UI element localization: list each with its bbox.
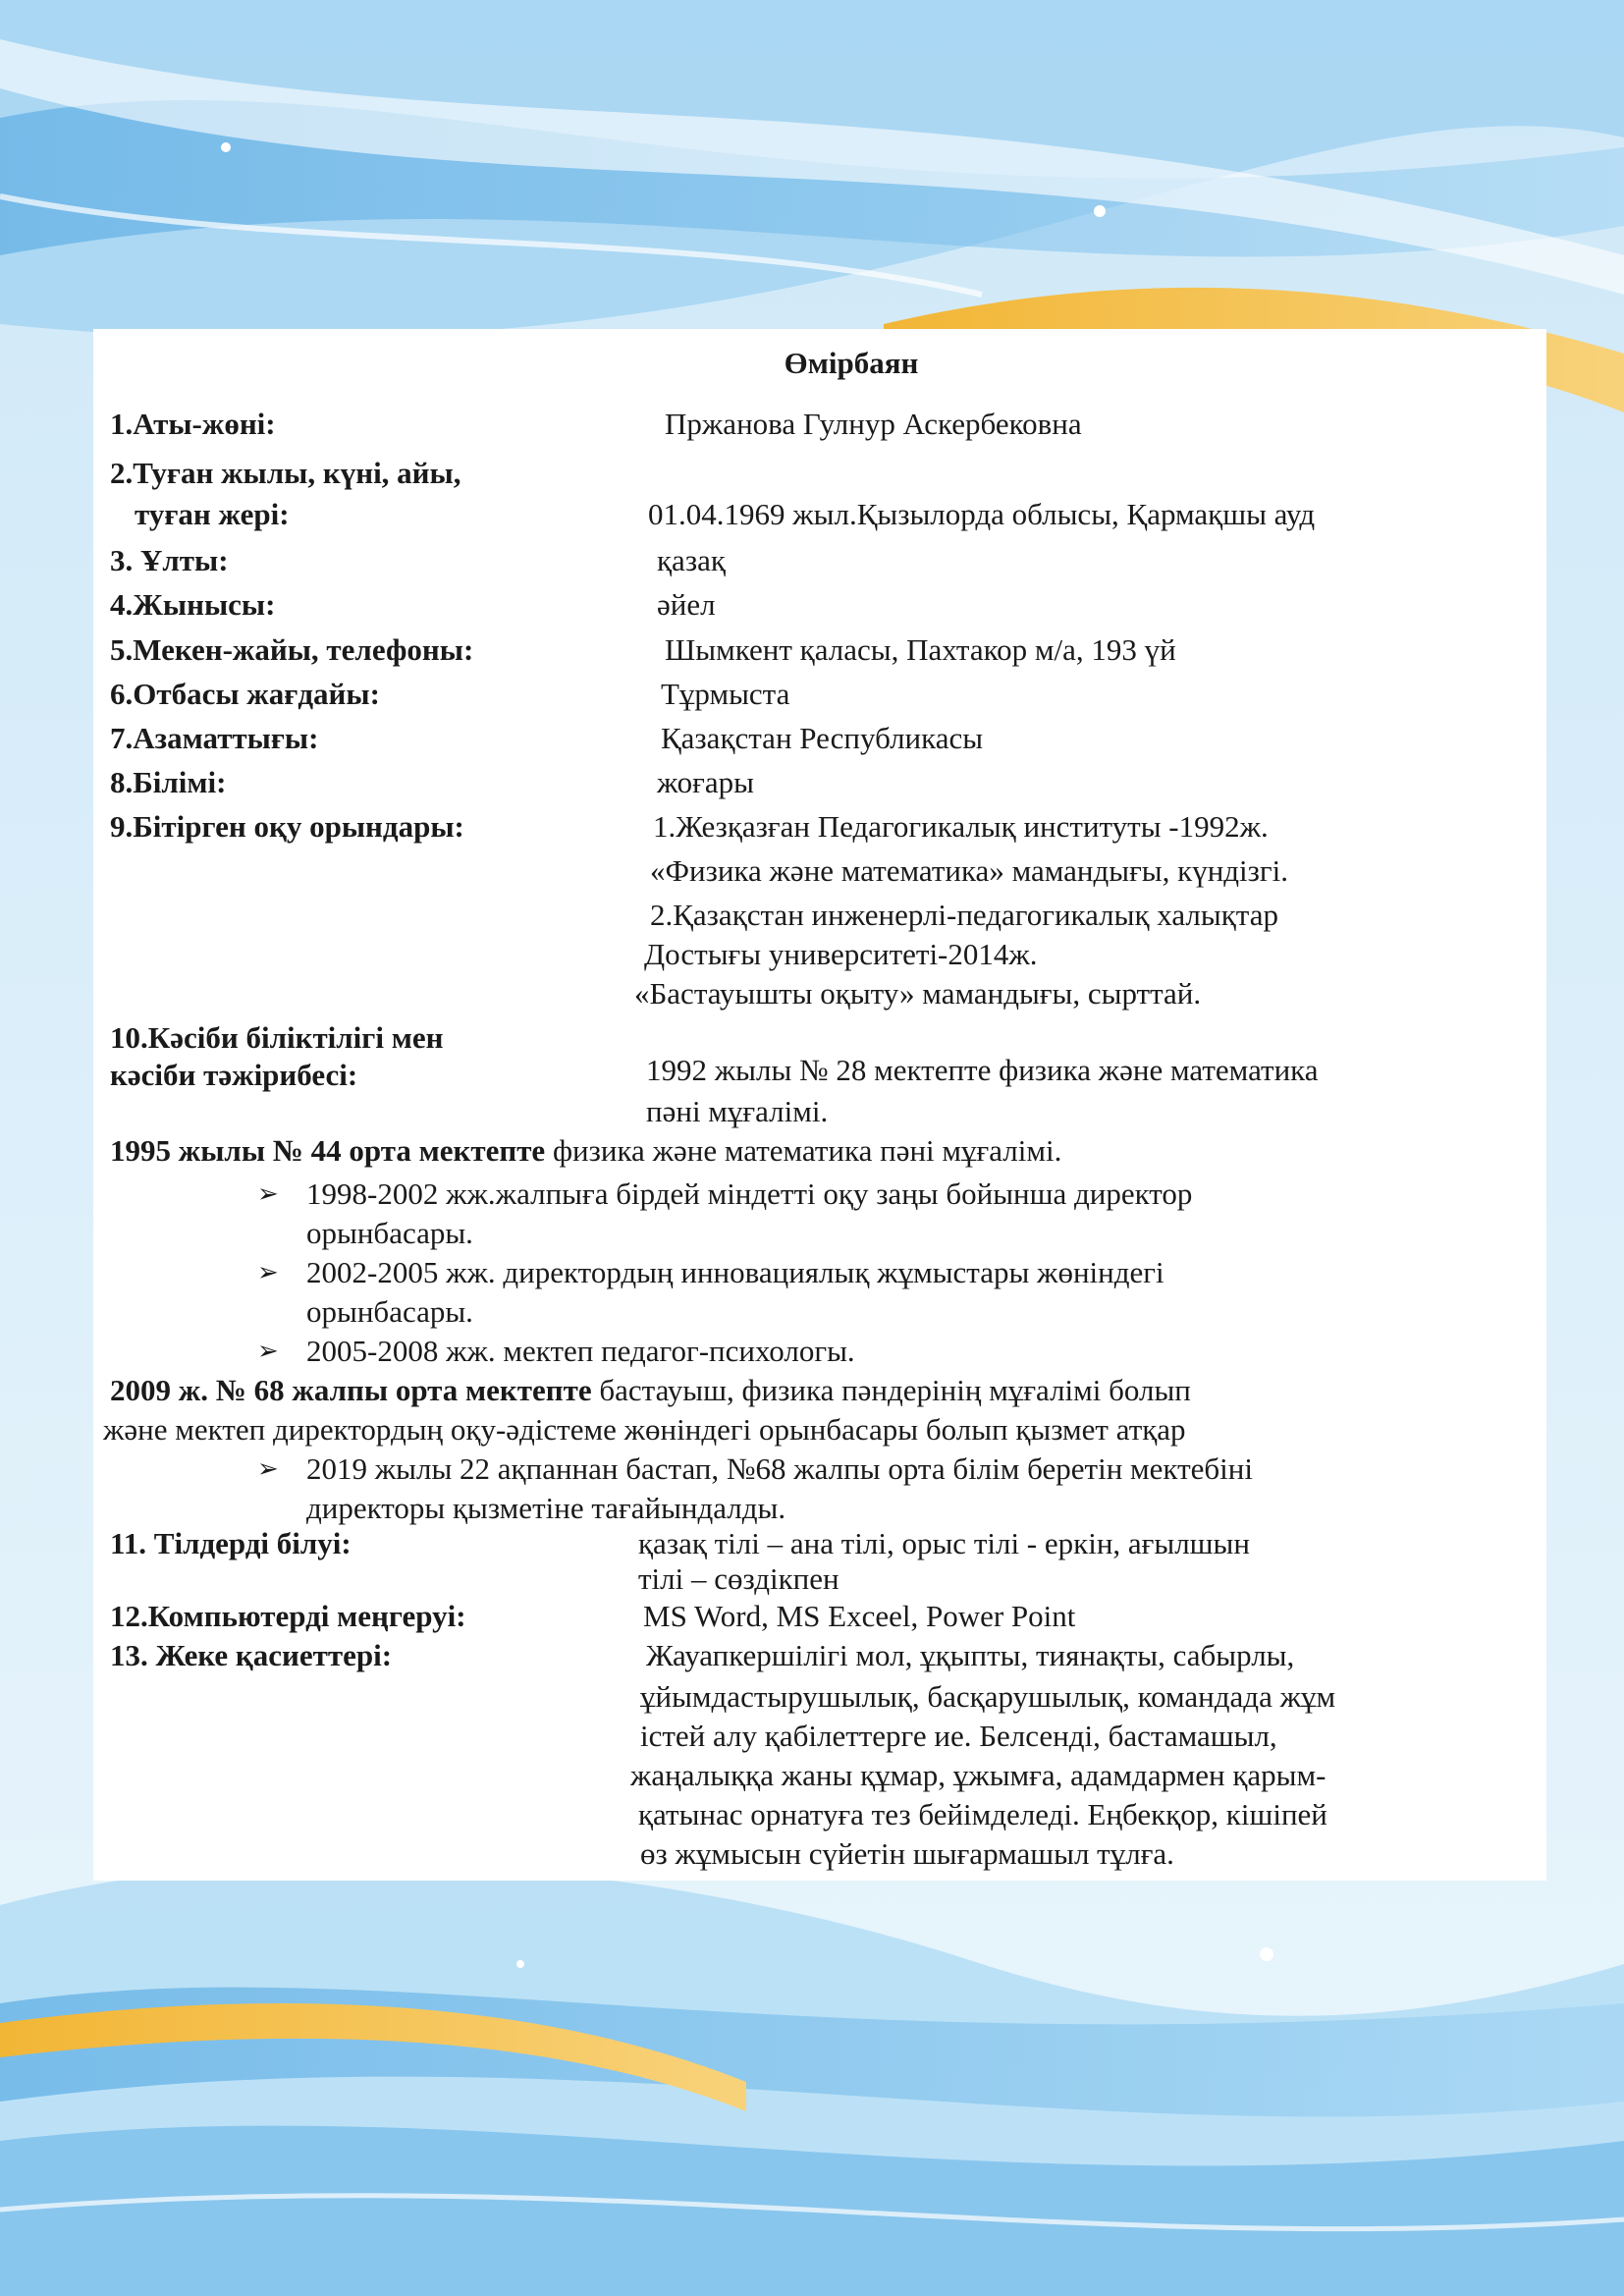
experience-line: пәні мұғалімі. [646, 1094, 829, 1128]
label-full-name: 1.Аты-жөні: [110, 407, 276, 441]
value-gender: әйел [657, 587, 716, 622]
value-education: жоғары [657, 765, 754, 799]
career-text-line: және мектеп директордың оқу-әдістеме жөніндегі орынбасары болып қызмет атқар [103, 1412, 1186, 1447]
bullet-arrow-icon: ➢ [257, 1258, 279, 1286]
label-computer: 12.Компьютерді меңгеруі: [110, 1599, 466, 1633]
career-paragraph [110, 1131, 1061, 1171]
label-birth: 2.Туған жылы, күні, айы, [110, 456, 461, 490]
personal-line: жаңалыққа жаны құмар, ұжымға, адамдармен қарым- [630, 1758, 1326, 1792]
bullet-arrow-icon: ➢ [257, 1337, 279, 1365]
bullet-item: 2002-2005 жж. директордың инновациялық жұмыстары жөніндегі [306, 1255, 1164, 1289]
personal-line: қатынас орнатуға тез бейімделеді. Еңбекқор, кішіпей [638, 1797, 1327, 1831]
value-address: Шымкент қаласы, Пахтакор м/а, 193 үй [665, 632, 1176, 667]
label-qualification: 10.Кәсіби біліктілігі мен [110, 1020, 444, 1055]
label-personal: 13. Жеке қасиеттері: [110, 1638, 393, 1672]
value-full-name: Пржанова Гулнур Аскербековна [665, 407, 1082, 441]
career-text: бастауыш, физика пәндерінің мұғалімі болып [591, 1373, 1191, 1407]
value-birth: 01.04.1969 жыл.Қызылорда облысы, Қармақшы ауд [648, 497, 1316, 531]
computer-skills: MS Word, MS Exceel, Power Point [643, 1599, 1076, 1633]
label-institutions: 9.Бітірген оқу орындары: [110, 809, 464, 844]
label-education: 8.Білімі: [110, 765, 227, 799]
bullet-item: 2005-2008 жж. мектеп педагог-психологы. [306, 1334, 855, 1368]
value-nationality: қазақ [657, 543, 726, 577]
label-citizenship: 7.Азаматтығы: [110, 721, 319, 755]
bullet-arrow-icon: ➢ [257, 1179, 279, 1208]
bullet-arrow-icon: ➢ [257, 1454, 279, 1483]
bullet-item: 2019 жылы 22 ақпаннан бастап, №68 жалпы орта білім беретін мектебіні [306, 1451, 1253, 1486]
personal-line: ұйымдастырушылық, басқарушылық, командада жұм [640, 1679, 1336, 1714]
document-title: Өмірбаян [784, 346, 919, 380]
experience-line: 1992 жылы № 28 мектепте физика және математика [646, 1053, 1319, 1087]
label-address: 5.Мекен-жайы, телефоны: [110, 632, 474, 667]
bullet-item-cont: орынбасары. [306, 1216, 473, 1250]
institution-line: «Бастауышты оқыту» мамандығы, сырттай. [634, 976, 1202, 1011]
value-citizenship: Қазақстан Республикасы [661, 721, 984, 755]
career-school-44: 1995 жылы № 44 орта мектепте [110, 1133, 546, 1168]
institution-line: 1.Жезқазған Педагогикалық институты -1992ж. [653, 809, 1269, 844]
personal-line: өз жұмысын сүйетін шығармашыл тұлға. [640, 1836, 1174, 1871]
personal-line: істей алу қабілеттерге ие. Белсенді, бастамашыл, [640, 1719, 1277, 1753]
label-nationality: 3. Ұлты: [110, 543, 229, 577]
career-paragraph [110, 1371, 1191, 1410]
institution-line: Достығы университеті-2014ж. [644, 937, 1038, 971]
institution-line: 2.Қазақстан инженерлі-педагогикалық халықтар [650, 898, 1278, 932]
label-birth-place: туған жері: [135, 497, 290, 531]
languages-line: тілі – сөздікпен [638, 1561, 839, 1596]
label-experience: кәсіби тәжірибесі: [110, 1058, 358, 1092]
bullet-item-cont: директоры қызметіне тағайындалды. [306, 1491, 786, 1525]
institution-line: «Физика және математика» мамандығы, күндізгі. [650, 853, 1288, 888]
career-text: физика және математика пәні мұғалімі. [545, 1133, 1062, 1168]
languages-line: қазақ тілі – ана тілі, орыс тілі - еркін, ағылшын [638, 1526, 1250, 1560]
value-family: Тұрмыста [661, 677, 790, 711]
label-family: 6.Отбасы жағдайы: [110, 677, 380, 711]
career-school-68: 2009 ж. № 68 жалпы орта мектепте [110, 1373, 592, 1407]
label-languages: 11. Тілдерді білуі: [110, 1526, 352, 1560]
label-gender: 4.Жынысы: [110, 587, 276, 622]
personal-line: Жауапкершілігі мол, ұқыпты, тиянақты, сабырлы, [646, 1638, 1295, 1672]
bullet-item: 1998-2002 жж.жалпыға бірдей міндетті оқу заңы бойынша директор [306, 1176, 1193, 1211]
bullet-item-cont: орынбасары. [306, 1294, 473, 1329]
